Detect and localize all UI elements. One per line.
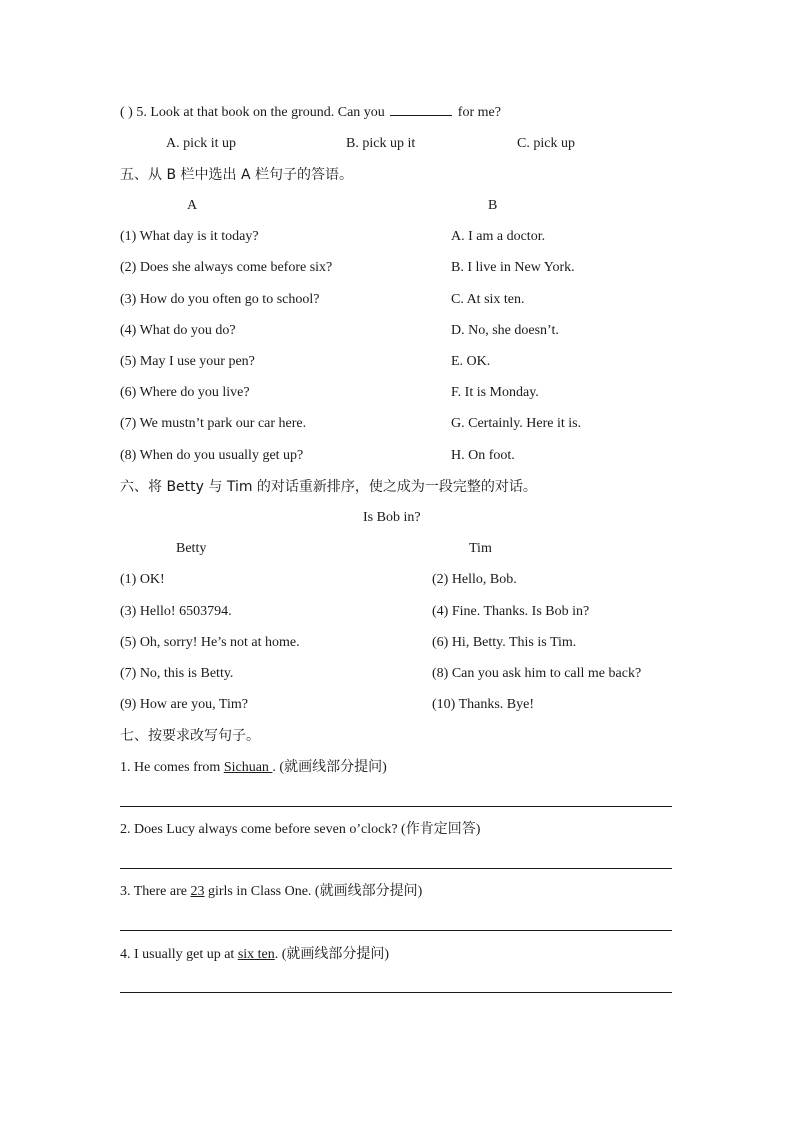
dialogue-line: (8) Can you ask him to call me back? (432, 666, 642, 681)
section-5-heading: 五、从 B 栏中选出 A 栏句子的答语。 (120, 167, 353, 183)
rewrite-item: 1. He comes from Sichuan . (就画线部分提问) (120, 760, 387, 775)
rewrite-item: 2. Does Lucy always come before seven o’clock? (作肯定回答) (120, 822, 481, 837)
dialogue-line: (7) No, this is Betty. (120, 666, 234, 681)
section-6-heading: 六、将 Betty 与 Tim 的对话重新排序，使之成为一段完整的对话。 (120, 479, 537, 495)
question-5-stem: ( ) 5. Look at that book on the ground. Can you (120, 105, 385, 120)
option-b: B. pick up it (346, 136, 416, 151)
column-b-header: B (488, 198, 498, 213)
match-question: (5) May I use your pen? (120, 354, 255, 369)
match-answer: B. I live in New York. (451, 260, 575, 275)
dialogue-line: (2) Hello, Bob. (432, 572, 517, 587)
match-question: (8) When do you usually get up? (120, 448, 304, 463)
answer-line (120, 806, 672, 807)
underlined-part: six ten (237, 947, 275, 962)
question-5 (120, 103, 501, 122)
section-7-heading: 七、按要求改写句子。 (120, 728, 260, 744)
dialogue-line: (6) Hi, Betty. This is Tim. (432, 635, 577, 650)
match-question: (2) Does she always come before six? (120, 260, 333, 275)
match-answer: G. Certainly. Here it is. (451, 416, 582, 431)
match-answer: A. I am a doctor. (451, 229, 546, 244)
dialogue-line: (10) Thanks. Bye! (432, 697, 534, 712)
match-question: (1) What day is it today? (120, 229, 259, 244)
dialogue-line: (9) How are you, Tim? (120, 697, 248, 712)
match-answer: D. No, she doesn’t. (451, 323, 559, 338)
answer-line (120, 992, 672, 993)
dialogue-line: (4) Fine. Thanks. Is Bob in? (432, 604, 590, 619)
dialogue-line: (1) OK! (120, 572, 165, 587)
answer-blank (390, 103, 452, 116)
underlined-part: 23 (190, 884, 205, 899)
rewrite-item: 4. I usually get up at six ten. (就画线部分提问) (120, 947, 390, 962)
dialogue-title: Is Bob in? (363, 510, 421, 525)
speaker-tim: Tim (469, 541, 492, 556)
match-answer: H. On foot. (451, 448, 515, 463)
dialogue-line: (5) Oh, sorry! He’s not at home. (120, 635, 300, 650)
match-question: (6) Where do you live? (120, 385, 250, 400)
match-question: (7) We mustn’t park our car here. (120, 416, 307, 431)
answer-line (120, 930, 672, 931)
match-question: (4) What do you do? (120, 323, 236, 338)
option-a: A. pick it up (166, 136, 236, 151)
dialogue-line: (3) Hello! 6503794. (120, 604, 232, 619)
match-answer: C. At six ten. (451, 292, 525, 307)
question-5-tail: for me? (457, 105, 501, 120)
match-answer: E. OK. (451, 354, 491, 369)
match-question: (3) How do you often go to school? (120, 292, 320, 307)
answer-line (120, 868, 672, 869)
rewrite-item: 3. There are 23 girls in Class One. (就画线部分提问) (120, 884, 423, 899)
underlined-part: Sichuan (223, 760, 273, 775)
match-answer: F. It is Monday. (451, 385, 539, 400)
column-a-header: A (187, 198, 198, 213)
speaker-betty: Betty (176, 541, 207, 556)
option-c: C. pick up (517, 136, 575, 151)
